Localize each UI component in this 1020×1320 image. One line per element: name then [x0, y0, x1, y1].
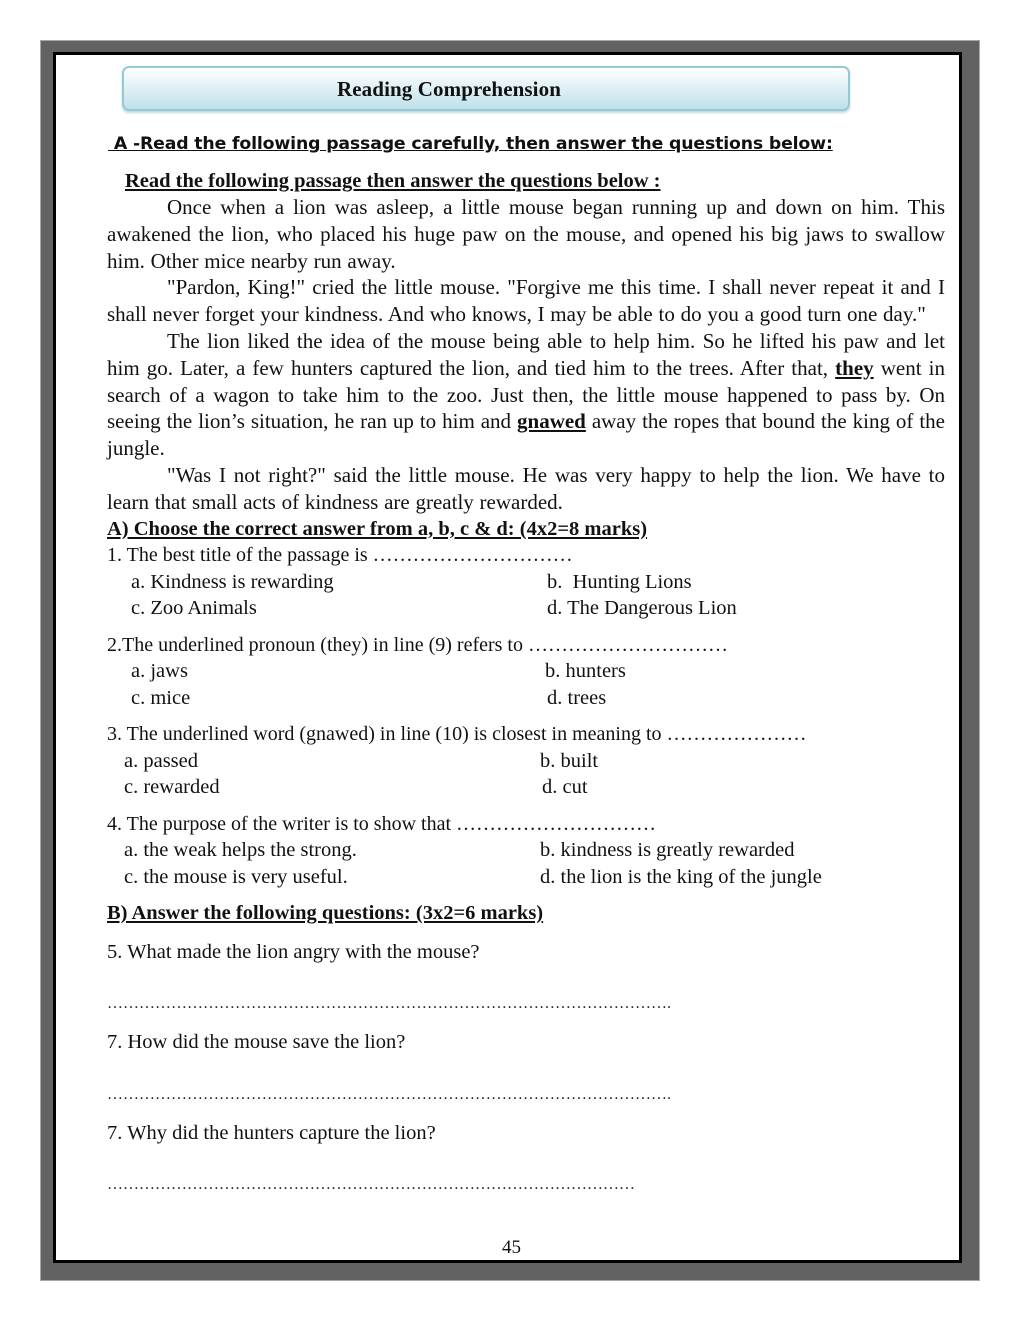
option-c[interactable]: c. rewarded [124, 776, 220, 799]
passage-paragraph-4: "Was I not right?" said the little mouse. He was very happy to help the lion. We have to learn that small acts of kindness are greatly rewarded. [107, 462, 945, 514]
worksheet-body [107, 168, 945, 1198]
question-prompt: 4. The purpose of the writer is to show that ………………………… [107, 812, 657, 835]
mc-question-2 [107, 632, 945, 712]
underlined-word-they: they [835, 355, 874, 380]
passage-paragraph-3 [107, 328, 945, 462]
option-b[interactable]: b. Hunting Lions [547, 570, 692, 593]
option-row [107, 658, 945, 685]
section-a-heading: A) Choose the correct answer from a, b, c & d: (4x2=8 marks) [107, 517, 648, 540]
option-d[interactable]: d. trees [547, 686, 607, 709]
option-row [107, 569, 945, 596]
option-a[interactable]: a. the weak helps the strong. [124, 839, 357, 862]
option-d[interactable]: d. cut [542, 776, 588, 799]
question-prompt: 1. The best title of the passage is ………………………… [107, 544, 573, 567]
question-prompt: 3. The underlined word (gnawed) in line (10) is closest in meaning to ………………… [107, 723, 807, 746]
open-question-5: 5. What made the lion angry with the mouse? [107, 940, 480, 963]
option-d[interactable]: d. the lion is the king of the jungle [540, 865, 822, 888]
passage-text: The lion liked the idea of the mouse being able to help him. So he lifted his paw and let him go. Later, a few hunters captured the lion, and tied him to the trees. After that, [107, 328, 945, 380]
option-b[interactable]: b. hunters [545, 660, 626, 683]
passage-paragraph-1: Once when a lion was asleep, a little mouse began running up and down on him. This awakened the lion, who placed his huge paw on the mouse, and opened his big jaws to swallow him. Other mice nearby run away. [107, 195, 945, 273]
option-b[interactable]: b. built [540, 749, 599, 772]
option-c[interactable]: c. Zoo Animals [131, 597, 257, 620]
option-row [107, 595, 945, 622]
option-row [107, 685, 945, 712]
page-frame [40, 40, 980, 1281]
option-a[interactable]: a. jaws [131, 660, 188, 683]
answer-line-how-mouse-saved[interactable]: ……………………………………………………………………………………………. [107, 1085, 671, 1103]
passage-paragraph-2: "Pardon, King!" cried the little mouse. "Forgive me this time. I shall never repeat it and I shall never forget your kindness. And who knows, I may be able to do you a good turn one day." [107, 275, 945, 327]
page-title: Reading Comprehension [337, 77, 561, 101]
option-a[interactable]: a. passed [124, 749, 199, 772]
option-row [107, 774, 945, 801]
option-a[interactable]: a. Kindness is rewarding [131, 570, 334, 593]
passage-text: away the ropes that bound the king of the jungle. [107, 409, 945, 461]
title-banner [122, 66, 850, 111]
option-c[interactable]: c. mice [131, 686, 191, 709]
passage-text: went in search of a wagon to take him to the zoo. Just then, the little mouse happened to pass by. On seeing the lion’s situation, he ran up to him and [107, 355, 946, 434]
main-instruction: A -Read the following passage carefully, then answer the questions below: [108, 134, 833, 154]
answer-line-5[interactable]: ……………………………………………………………………………………………. [107, 995, 671, 1013]
underlined-word-gnawed: gnawed [517, 409, 586, 434]
open-question-how-mouse-saved: 7. How did the mouse save the lion? [107, 1031, 406, 1054]
option-row [107, 748, 945, 775]
mc-question-4 [107, 811, 945, 891]
option-d[interactable]: d. The Dangerous Lion [547, 597, 737, 620]
option-row [107, 837, 945, 864]
section-b-heading: B) Answer the following questions: (3x2=6 marks) [107, 902, 544, 925]
passage-subheading: Read the following passage then answer the questions below : [125, 170, 661, 192]
option-b[interactable]: b. kindness is greatly rewarded [540, 839, 795, 862]
mc-question-3 [107, 721, 945, 801]
question-prompt: 2.The underlined pronoun (they) in line (9) refers to ………………………… [107, 633, 728, 656]
mc-question-1 [107, 542, 945, 622]
option-row [107, 864, 945, 891]
page-number: 45 [502, 1237, 521, 1258]
option-c[interactable]: c. the mouse is very useful. [124, 865, 348, 888]
page-content-area [53, 52, 962, 1263]
answer-line-why-captured[interactable]: ……………………………………………………………………………………… [107, 1176, 635, 1194]
open-question-why-captured: 7. Why did the hunters capture the lion? [107, 1121, 436, 1144]
